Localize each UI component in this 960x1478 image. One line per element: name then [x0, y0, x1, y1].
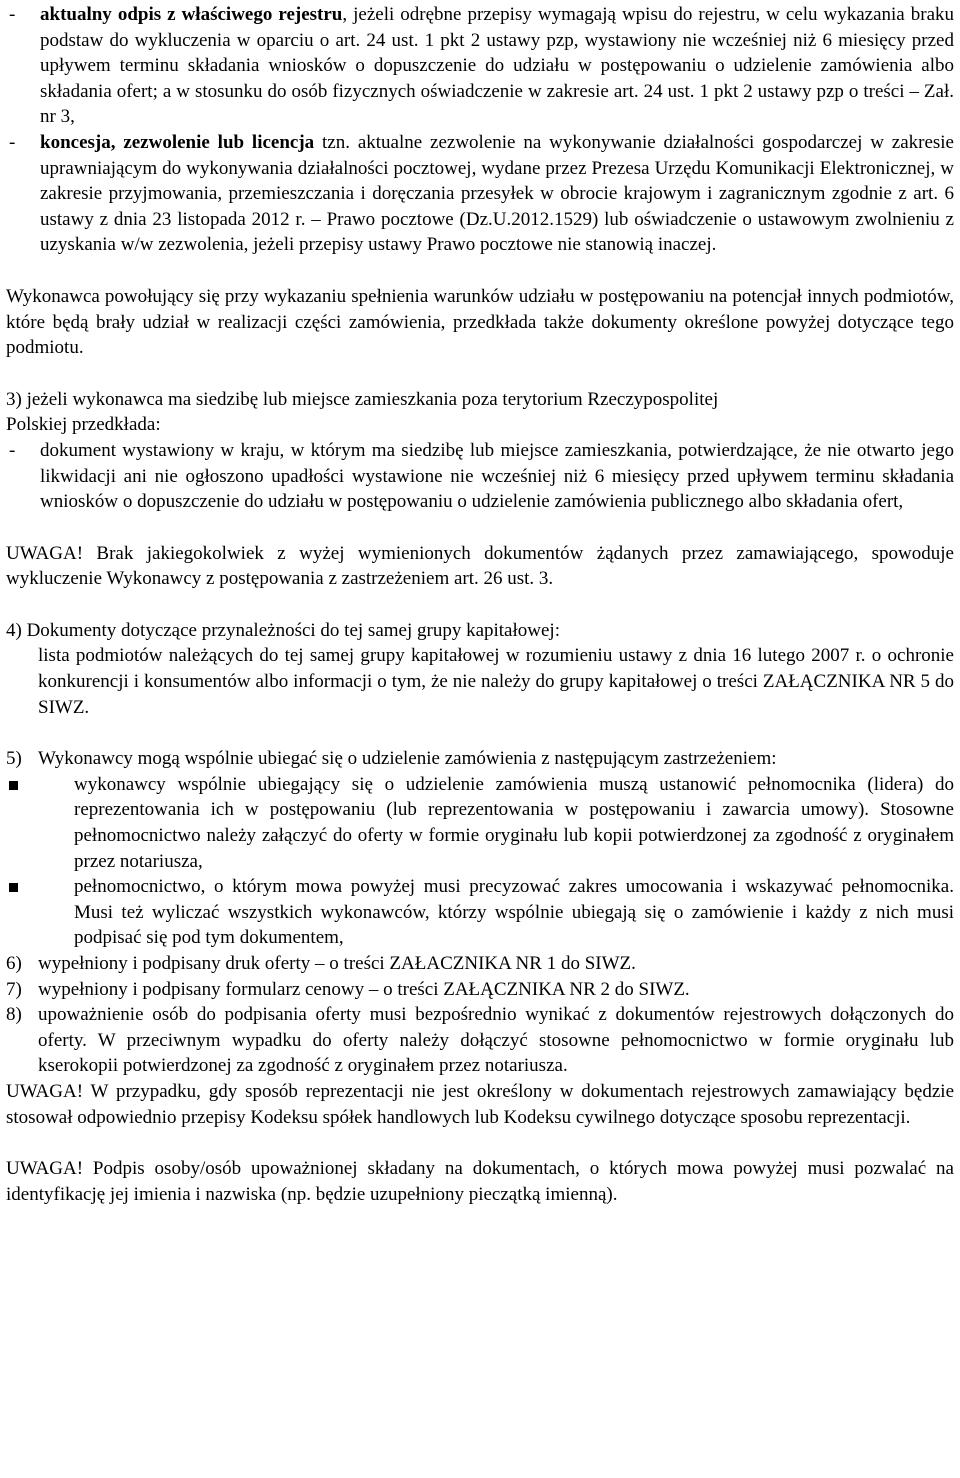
section-5 [6, 746, 954, 772]
list-item-koncesja [6, 130, 954, 258]
dash-marker: - [9, 131, 16, 153]
numbered-item-text: upoważnienie osób do podpisania oferty musi bezpośrednio wynikać z dokumentów rejestrowych dołączonych do oferty. W przeciwnym wypadku do oferty należy dołączyć stosowne pełnomocnictwo w formie oryginału lub kserokopii potwierdzonej za zgodność z oryginałem przez notariusza. [38, 1004, 954, 1077]
numbered-item [6, 1002, 954, 1079]
bullet-text: wykonawcy wspólnie ubiegający się o udzielenie zamówienia muszą ustanowić pełnomocnika (lidera) do reprezentowania ich w postępowaniu (lub reprezentowania w postępowaniu i zawarcia umowy). Stosowne pełnomocnictwo należy załączyć do oferty w formie oryginału lub kopii potwierdzonej za zgodność z oryginałem przez notariusza, [74, 773, 954, 872]
square-bullet-icon [6, 772, 74, 874]
numbered-item [6, 977, 954, 1003]
bullet-item [6, 874, 954, 951]
bullet-text: pełnomocnictwo, o którym mowa powyżej musi precyzować zakres umocowania i wskazywać pełnomocnika. Musi też wyliczać wszystkich wykonawców, którzy wspólnie ubiegają się o zamówienie i każdy z nich musi podpisać się pod tym dokumentem, [74, 876, 954, 949]
dash-marker: - [9, 4, 16, 25]
warning-paragraph-3: UWAGA! Podpis osoby/osób upoważnionej składany na dokumentach, o których mowa powyżej musi pozwalać na identyfikację jej imienia i nazwiska (np. będzie uzupełniony pieczątką imienną). [6, 1158, 954, 1205]
numbered-item-text: wypełniony i podpisany druk oferty – o treści ZAŁACZNIKA NR 1 do SIWZ. [38, 953, 636, 974]
dash-marker: - [9, 439, 16, 461]
item-text: , jeżeli odrębne przepisy wymagają wpisu do rejestru, w celu wykazania braku podstaw do wykluczenia w oparciu o art. 24 ust. 1 pkt 2 ustawy pzp, wystawiony nie wcześniej niż 6 miesięcy przed upływem terminu składania wniosków o dopuszczenie do udziału w postępowaniu o udzielenie zamówienia albo składania ofert; a w stosunku do osób fizycznych oświadczenie w zakresie art. 24 ust. 1 pkt 2 ustawy pzp o treści – Zał. nr 3, [40, 4, 955, 128]
list-item-text [40, 130, 954, 258]
section-3-heading-cont: Polskiej przedkłada: [6, 414, 161, 436]
numbered-item-text: wypełniony i podpisany formularz cenowy – o treści ZAŁĄCZNIKA NR 2 do SIWZ. [38, 978, 690, 1000]
item-number: 6) [6, 953, 22, 974]
numbered-item [6, 951, 954, 977]
section-5-heading: Wykonawcy mogą wspólnie ubiegać się o udzielenie zamówienia z następującym zastrzeżeniem: [38, 748, 777, 770]
list-item-text [40, 2, 954, 130]
section-4-body: lista podmiotów należących do tej samej grupy kapitałowej w rozumieniu ustawy z dnia 16 lutego 2007 r. o ochronie konkurencji i konsumentów albo informacji o tym, że nie należy do grupy kapitałowej o treści ZAŁĄCZNIKA NR 5 do SIWZ. [38, 645, 954, 718]
list-item-text: dokument wystawiony w kraju, w którym ma siedzibę lub miejsce zamieszkania, potwierdzające, że nie otwarto jego likwidacji ani nie ogłoszono upadłości wystawione nie wcześniej niż 6 miesięcy przed upływem terminu składania wniosków o dopuszczenie do udziału w postępowaniu o udzielenie zamówienia publicznego albo składania ofert, [40, 439, 954, 513]
bold-term: koncesja, zezwolenie lub licencja [40, 131, 315, 153]
square-bullet-icon [6, 874, 74, 951]
section-number: 5) [6, 748, 22, 770]
warning-paragraph-1: UWAGA! Brak jakiegokolwiek z wyżej wymienionych dokumentów żądanych przez zamawiającego, spowoduje wykluczenie Wykonawcy z postępowania z zastrzeżeniem art. 26 ust. 3. [6, 542, 954, 590]
warning-paragraph-2: UWAGA! W przypadku, gdy sposób reprezentacji nie jest określony w dokumentach rejestrowych zamawiający będzie stosował odpowiednio przepisy Kodeksu spółek handlowych lub Kodeksu cywilnego dotyczące sposobu reprezentacji. [6, 1080, 954, 1128]
bullet-item [6, 772, 954, 874]
paragraph-potencjal: Wykonawca powołujący się przy wykazaniu spełnienia warunków udziału w postępowaniu na potencjał innych podmiotów, które będą brały udział w realizacji części zamówienia, przedkłada także dokumenty określone powyżej dotyczące tego podmiotu. [6, 285, 954, 359]
item-text: tzn. aktualne zezwolenie na wykonywanie działalności gospodarczej w zakresie uprawniającym do wykonywania działalności pocztowej, wydane przez Prezesa Urzędu Komunikacji Elektronicznej, w zakresie przyjmowania, przemieszczania i doręczania przesyłek w obrocie krajowym i zagranicznym zgodnie z art. 6 ustawy z dnia 23 listopada 2012 r. – Prawo pocztowe (Dz.U.2012.1529) lub oświadczenie o ustawowym zwolnieniu z uzyskania w/w zezwolenia, jeżeli przepisy ustawy Prawo pocztowe nie stanowią inaczej. [40, 131, 954, 256]
bold-term: aktualny odpis z właściwego rejestru [40, 4, 343, 25]
list-item-odpis [6, 2, 954, 130]
section-3-heading: 3) jeżeli wykonawca ma siedzibę lub miejsce zamieszkania poza terytorium Rzeczypospolitej [6, 388, 719, 410]
section-4-heading: 4) Dokumenty dotyczące przynależności do tej samej grupy kapitałowej: [6, 619, 560, 641]
section-3-item [6, 438, 954, 515]
item-number: 7) [6, 978, 22, 1000]
item-number: 8) [6, 1004, 22, 1026]
